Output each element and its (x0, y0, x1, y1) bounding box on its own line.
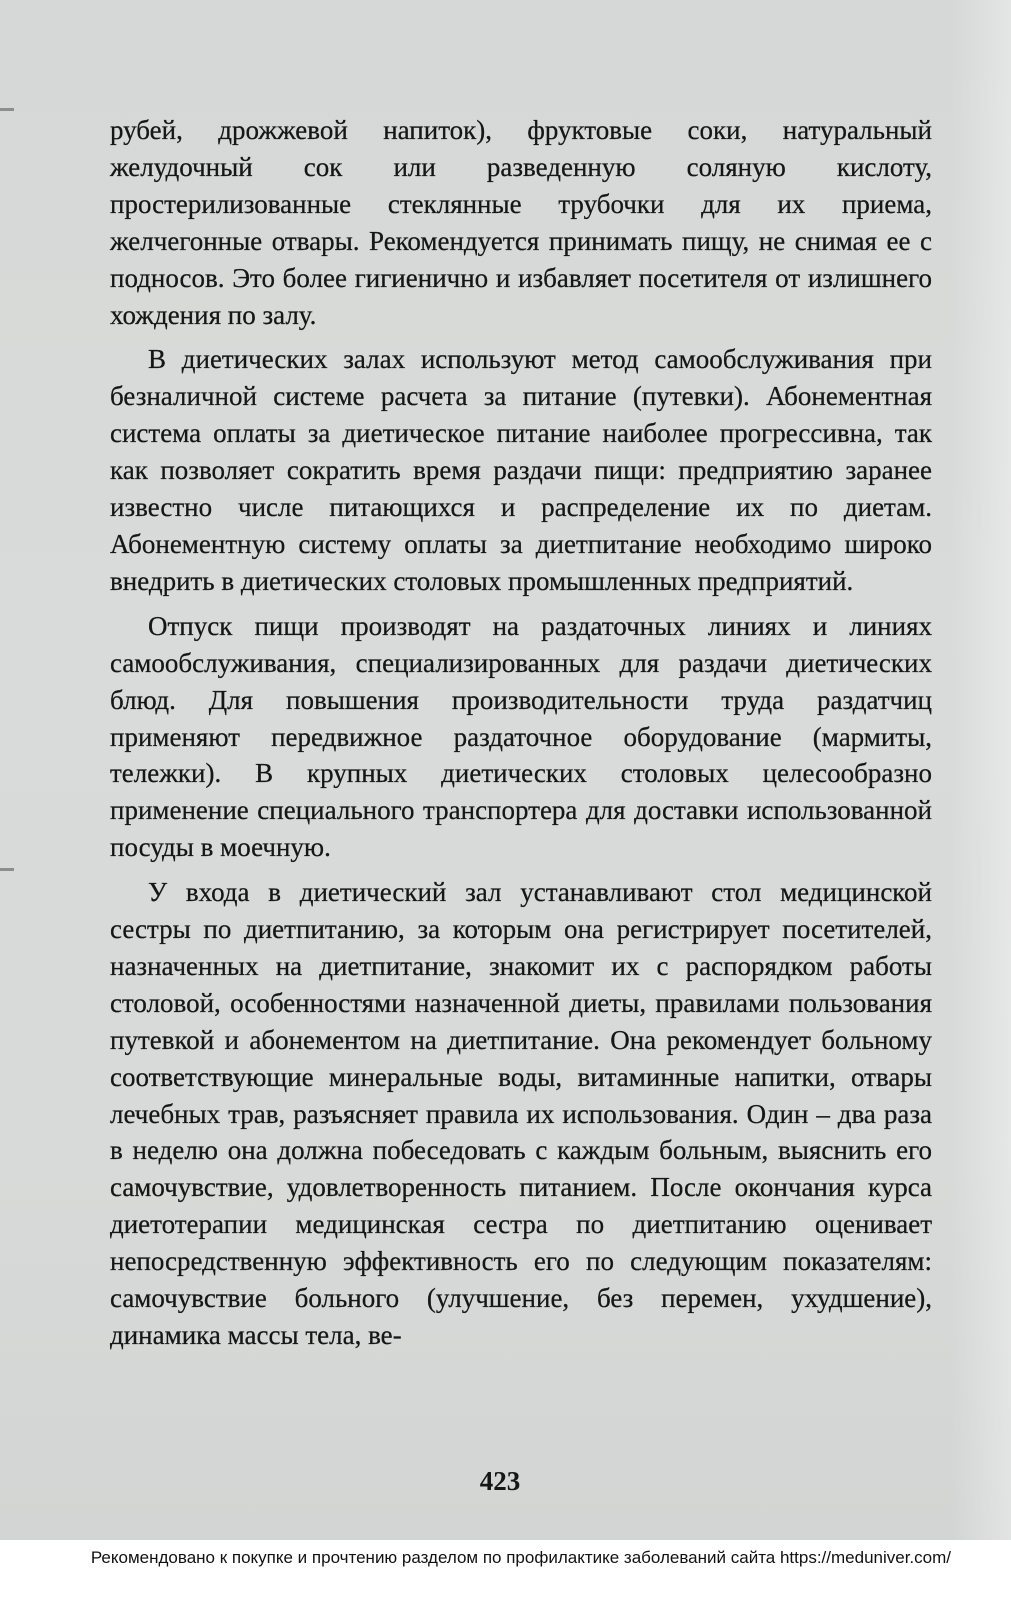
footer-recommendation: Рекомендовано к покупке и прочтению разделом по профилактике заболеваний сайта https://meduniver.com/ (90, 1548, 951, 1567)
margin-mark (0, 108, 14, 111)
page-edge-shade (951, 0, 1011, 1540)
paragraph-2: В диетических залах используют метод самообслуживания при безналичной системе расчета за питание (путевки). Абонементная система оплаты за диетическое питание наиболее прогрессивна, так как позволяет сократить время раздачи пищи: предприятию заранее известно числе питающихся и распределение их по диетам. Абонементную систему оплаты за диетпитание необходимо широко внедрить в диетических столовых промышленных предприятий. (110, 344, 932, 596)
paragraph-4: У входа в диетический зал устанавливают стол медицинской сестры по диетпитанию, за которым она регистрирует посетителей, назначенных на диетпитание, знакомит их с распорядком работы столовой, особенностями назначенной диеты, правилами пользования путевкой и абонементом на диетпитание. Она рекомендует больному соответствующие минеральные воды, витаминные напитки, отвары лечебных трав, разъясняет правила их использования. Один – два раза в неделю она должна побеседовать с каждым больным, выяснить его самочувствие, удовлетворенность питанием. После окончания курса диетотерапии медицинская сестра по диетпитанию оценивает непосредственную эффективность его по следующим показателям: самочувствие больного (улучшение, без перемен, ухудшение), динамика массы тела, ве- (110, 877, 932, 1350)
page-number: 423 (479, 1466, 521, 1496)
paragraph-3: Отпуск пищи производят на раздаточных линиях и линиях самообслуживания, специализированных для раздачи диетических блюд. Для повышения производительности труда раздатчиц применяют передвижное раздаточное оборудование (мармиты, тележки). В крупных диетических столовых целесообразно применение специального транспортера для доставки использованной посуды в моечную. (110, 610, 932, 863)
body-text (110, 112, 932, 1354)
margin-mark (0, 868, 14, 871)
paragraph-1: рубей, дрожжевой напиток), фруктовые соки, натуральный желудочный сок или разведенную соляную кислоту, простерилизованные стеклянные трубочки для их приема, желчегонные отвары. Рекомендуется принимать пищу, не снимая ее с подносов. Это более гигиенично и избавляет посетителя от излишнего хождения по залу. (110, 115, 932, 330)
